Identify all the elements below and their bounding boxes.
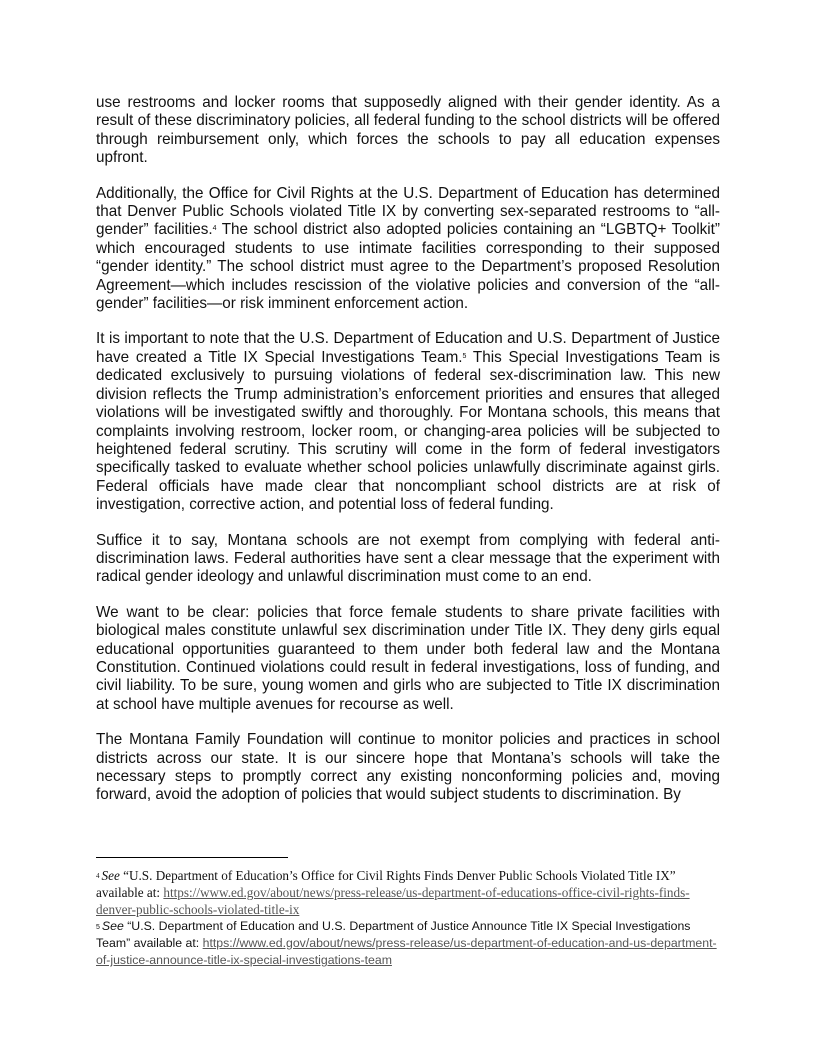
paragraph-special-investigations [96,330,720,514]
footnote-4 [96,867,720,918]
footnote-number: 4 [96,872,100,880]
footnote-ref-5[interactable]: 5 [462,352,467,360]
paragraph-funding-reimbursement [96,94,720,168]
paragraph-title-ix-clear [96,604,720,714]
footnote-text: “U.S. Department of Education’s Office for Civil Rights Finds Denver Public Schools Violated Title IX” available at: [96,868,676,900]
paragraph-not-exempt [96,532,720,587]
paragraph-text: Additionally, the Office for Civil Rights at the U.S. Department of Education has determined that Denver Public Schools violated Title IX by converting sex-separated restrooms to “all-gender” facilities. [96,184,720,239]
paragraph-text: The Montana Family Foundation will continue to monitor policies and practices in school districts across our state. It is our sincere hope that Montana’s schools will take the necessary steps to promptly correct any existing nonconforming policies and, moving forward, avoid the adoption of policies that would subject students to discrimination. By [96,731,720,804]
paragraph-foundation-monitor [96,731,720,805]
paragraph-text: use restrooms and locker rooms that supposedly aligned with their gender identity. As a result of these discriminatory policies, all federal funding to the school districts will be offered through reimbursement only, which forces the schools to pay all education expenses upfront. [96,94,720,167]
footnotes [96,857,720,969]
footnote-link[interactable]: https://www.ed.gov/about/news/press-release/us-department-of-education-and-us-department-of-justice-announce-title-ix-special-investigations-team [96,936,717,967]
paragraph-denver-ocr [96,185,720,314]
footnote-5 [96,918,720,969]
paragraph-text: It is important to note that the U.S. Department of Education and U.S. Department of Justice have created a Title IX Special Investigations Team. [96,330,720,366]
footnote-number: 5 [96,924,100,931]
footnote-see: See [101,868,120,883]
footnote-see: See [101,919,124,933]
paragraph-text: We want to be clear: policies that force female students to share private facilities with biological males constitute unlawful sex discrimination under Title IX. They deny girls equal educational opportunities guaranteed to them under both federal law and the Montana Constitution. Continued violations could result in federal investigations, loss of funding, and civil liability. To be sure, young women and girls who are subjected to Title IX discrimination at school have multiple avenues for recourse as well. [96,603,720,713]
paragraph-text: The school district also adopted policies containing an “LGBTQ+ Toolkit” which encouraged students to use intimate facilities corresponding to their supposed “gender identity.” The school district must agree to the Department’s proposed Resolution Agreement—which includes rescission of the violative policies and conversion of the “all-gender” facilities—or risk imminent enforcement action. [96,221,720,313]
paragraph-text: Suffice it to say, Montana schools are not exempt from complying with federal anti-discrimination laws. Federal authorities have sent a clear message that the experiment with radical gender ideology and unlawful discrimination must come to an end. [96,531,720,586]
footnote-text: “U.S. Department of Education and U.S. Department of Justice Announce Title IX Special Investigations Team” available at: [96,919,691,950]
footnote-divider [96,857,288,858]
footnote-link[interactable]: https://www.ed.gov/about/news/press-release/us-department-of-educations-office-civil-rights-finds-denver-public-schools-violated-title-ix [96,885,690,917]
body-text [96,94,720,822]
paragraph-text: This Special Investigations Team is dedicated exclusively to pursuing violations of federal sex-discrimination law. This new division reflects the Trump administration’s enforcement priorities and ensures that alleged violations will be investigated swiftly and thoroughly. For Montana schools, this means that complaints involving restroom, locker room, or changing-area policies will be subjected to heightened federal scrutiny. This scrutiny will come in the form of federal investigators specifically tasked to evaluate whether school policies unlawfully discriminate against girls. Federal officials have made clear that noncompliant school districts are at risk of investigation, corrective action, and potential loss of federal funding. [96,348,720,514]
footnote-ref-4[interactable]: 4 [212,225,217,233]
